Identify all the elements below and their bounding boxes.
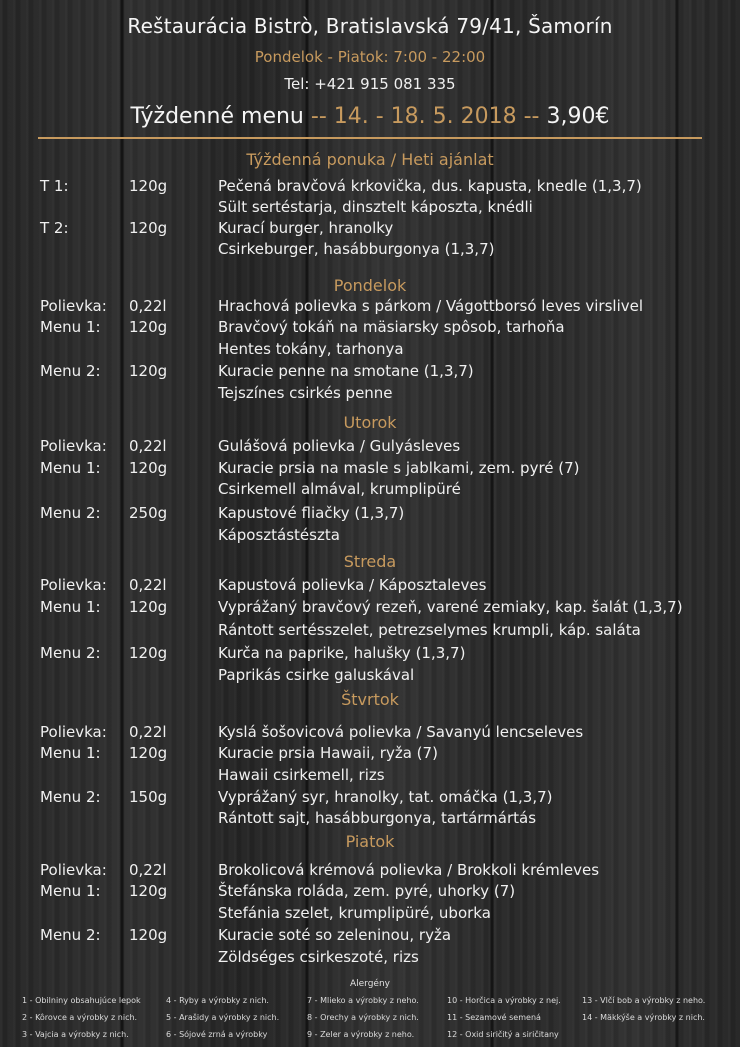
allergen-item: 12 - Oxid siričitý a siričitany [447,1030,559,1039]
menu-row [0,526,740,548]
menu-code: Polievka: [40,297,107,315]
menu-label: Týždenné menu [130,104,304,129]
menu-row [0,723,740,745]
menu-row [0,644,740,666]
menu-row [0,459,740,481]
menu-row [0,904,740,926]
menu-row [0,177,740,199]
allergen-item: 1 - Obilniny obsahujúce lepok [22,996,141,1005]
menu-dish: Paprikás csirke galuskával [218,666,415,684]
menu-quantity: 120g [129,744,168,762]
menu-row [0,744,740,766]
section-title: Štvrtok [341,690,399,709]
menu-row [0,788,740,810]
menu-quantity: 0,22l [129,297,167,315]
menu-dish: Hawaii csirkemell, rizs [218,766,385,784]
allergen-item: 11 - Sezamové semená [447,1013,541,1022]
menu-dish: Kuracie soté so zeleninou, ryža [218,926,452,944]
menu-row [0,340,740,362]
menu-row [0,504,740,526]
menu-code: Polievka: [40,437,107,455]
menu-dish: Kurča na paprike, halušky (1,3,7) [218,644,466,662]
menu-code: Menu 1: [40,744,101,762]
menu-row [0,948,740,970]
menu-row [0,926,740,948]
allergen-item: 13 - Vlčí bob a výrobky z neho. [582,996,706,1005]
menu-dish: Kuracie penne na smotane (1,3,7) [218,362,474,380]
allergen-item: 10 - Horčica a výrobky z nej. [447,996,561,1005]
menu-row [0,882,740,904]
menu-dates: -- 14. - 18. 5. 2018 -- [310,104,540,129]
menu-dish: Csirkemell almával, krumplipüré [218,480,461,498]
allergen-item: 8 - Orechy a výrobky z nich. [307,1013,419,1022]
menu-dish: Kapustové fliačky (1,3,7) [218,504,405,522]
menu-dish: Pečená bravčová krkovička, dus. kapusta, knedle (1,3,7) [218,177,642,195]
menu-quantity: 120g [129,644,168,662]
menu-row [0,240,740,262]
section-title: Utorok [343,413,397,432]
menu-dish: Zöldséges csirkeszoté, rizs [218,948,419,966]
menu-row [0,362,740,384]
allergen-item: 2 - Kôrovce a výrobky z nich. [22,1013,138,1022]
menu-quantity: 250g [129,504,168,522]
menu-dish: Kyslá šošovicová polievka / Savanyú lencseleves [218,723,584,741]
menu-row [0,198,740,220]
menu-row [0,598,740,620]
menu-dish: Hrachová polievka s párkom / Vágottborsó leves virslivel [218,297,644,315]
allergen-item: 3 - Vajcia a výrobky z nich. [22,1030,129,1039]
restaurant-name: Reštaurácia Bistrò, Bratislavská 79/41, Šamorín [127,14,613,38]
menu-dish: Stefánia szelet, krumplipüré, uborka [218,904,491,922]
menu-row [0,621,740,643]
menu-dish: Rántott sajt, hasábburgonya, tartármártás [218,809,537,827]
menu-code: Polievka: [40,723,107,741]
menu-dish: Vyprážaný syr, hranolky, tat. omáčka (1,3,7) [218,788,553,806]
menu-quantity: 0,22l [129,723,167,741]
menu-row [0,297,740,319]
menu-dish: Gulášová polievka / Gulyásleves [218,437,461,455]
menu-code: Menu 1: [40,882,101,900]
menu-row [0,766,740,788]
menu-row [0,318,740,340]
menu-quantity: 120g [129,459,168,477]
menu-code: T 1: [40,177,69,195]
menu-dish: Brokolicová krémová polievka / Brokkoli krémleves [218,861,600,879]
opening-hours: Pondelok - Piatok: 7:00 - 22:00 [254,48,486,66]
menu-dish: Tejszínes csirkés penne [218,384,393,402]
menu-dish: Bravčový tokáň na mäsiarsky spôsob, tarhoňa [218,318,565,336]
menu-code: Menu 2: [40,362,101,380]
menu-code: Polievka: [40,861,107,879]
menu-code: Menu 2: [40,504,101,522]
weekly-menu-heading [0,104,740,129]
menu-dish: Kurací burger, hranolky [218,219,394,237]
menu-row [0,480,740,502]
menu-row [0,861,740,883]
menu-code: Menu 1: [40,459,101,477]
menu-quantity: 120g [129,926,168,944]
menu-dish: Kuracie prsia Hawaii, ryža (7) [218,744,438,762]
menu-quantity: 0,22l [129,861,167,879]
allergen-item: 4 - Ryby a výrobky z nich. [166,996,269,1005]
menu-quantity: 120g [129,598,168,616]
section-title: Piatok [345,832,395,851]
allergens-title: Alergény [349,979,391,989]
section-title: Streda [343,552,397,571]
menu-dish: Štefánska roláda, zem. pyré, uhorky (7) [218,882,516,900]
menu-code: Menu 1: [40,598,101,616]
menu-code: Polievka: [40,576,107,594]
menu-quantity: 120g [129,362,168,380]
menu-quantity: 120g [129,318,168,336]
phone-number: Tel: +421 915 081 335 [284,75,456,93]
menu-row [0,219,740,241]
menu-row [0,576,740,598]
allergen-item: 14 - Mäkkýše a výrobky z nich. [582,1013,705,1022]
menu-dish: Sült sertéstarja, dinsztelt káposzta, knédli [218,198,533,216]
menu-dish: Káposztástészta [218,526,340,544]
menu-dish: Csirkeburger, hasábburgonya (1,3,7) [218,240,495,258]
menu-dish: Kapustová polievka / Káposztaleves [218,576,487,594]
menu-row [0,384,740,406]
allergen-item: 5 - Arašidy a výrobky z nich. [166,1013,280,1022]
header-divider [38,137,702,139]
menu-quantity: 0,22l [129,437,167,455]
menu-quantity: 0,22l [129,576,167,594]
menu-dish: Vyprážaný bravčový rezeň, varené zemiaky, kap. šalát (1,3,7) [218,598,683,616]
menu-code: Menu 2: [40,788,101,806]
menu-row [0,809,740,831]
allergen-item: 9 - Zeler a výrobky z neho. [307,1030,415,1039]
section-title: Týždenná ponuka / Heti ajánlat [246,150,494,169]
menu-code: Menu 2: [40,644,101,662]
allergen-item: 7 - Mlieko a výrobky z neho. [307,996,419,1005]
menu-code: Menu 1: [40,318,101,336]
menu-dish: Hentes tokány, tarhonya [218,340,404,358]
menu-dish: Rántott sertésszelet, petrezselymes krumpli, káp. saláta [218,621,641,639]
menu-row [0,437,740,459]
menu-code: T 2: [40,219,69,237]
menu-quantity: 120g [129,177,168,195]
menu-dish: Kuracie prsia na masle s jablkami, zem. pyré (7) [218,459,580,477]
menu-quantity: 120g [129,882,168,900]
allergen-item: 6 - Sójové zrná a výrobky [166,1030,268,1039]
menu-quantity: 120g [129,219,168,237]
menu-quantity: 150g [129,788,168,806]
menu-code: Menu 2: [40,926,101,944]
menu-price: 3,90€ [546,104,610,129]
section-title: Pondelok [333,276,407,295]
menu-row [0,666,740,688]
